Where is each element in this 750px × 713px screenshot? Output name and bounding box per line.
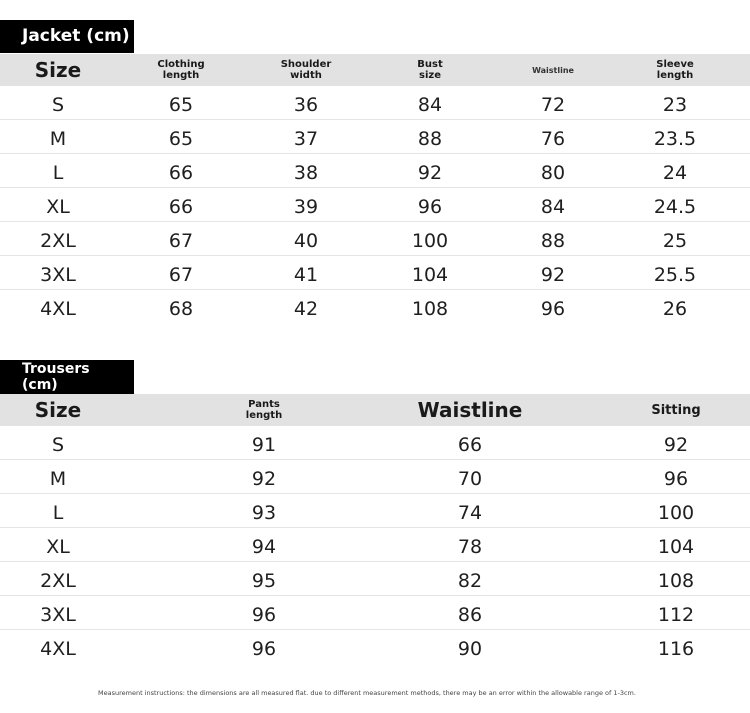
jacket-cell-clothing-length: 65 bbox=[168, 128, 194, 150]
trousers-cell-pants-length: 95 bbox=[251, 570, 277, 592]
trousers-cell-waistline: 90 bbox=[457, 638, 483, 660]
jacket-cell-size: M bbox=[49, 128, 67, 150]
trousers-header-waistline: Waistline bbox=[417, 398, 523, 422]
jacket-cell-waistline: 96 bbox=[540, 298, 566, 320]
jacket-cell-size: S bbox=[51, 94, 65, 116]
jacket-cell-waistline: 72 bbox=[540, 94, 566, 116]
jacket-cell-waistline: 84 bbox=[540, 196, 566, 218]
jacket-cell-bust-size: 88 bbox=[417, 128, 443, 150]
jacket-cell-sleeve-length: 26 bbox=[662, 298, 688, 320]
trousers-cell-size: XL bbox=[46, 536, 70, 558]
jacket-cell-clothing-length: 68 bbox=[168, 298, 194, 320]
jacket-cell-clothing-length: 67 bbox=[168, 264, 194, 286]
jacket-cell-shoulder-width: 41 bbox=[293, 264, 319, 286]
trousers-table-row bbox=[0, 596, 750, 630]
trousers-cell-sitting: 104 bbox=[657, 536, 695, 558]
trousers-section-title bbox=[0, 360, 134, 394]
jacket-cell-size: 2XL bbox=[40, 230, 76, 252]
trousers-header-pants-length: Pants length bbox=[245, 399, 283, 421]
jacket-cell-bust-size: 84 bbox=[417, 94, 443, 116]
trousers-cell-size: L bbox=[52, 502, 64, 524]
trousers-cell-waistline: 66 bbox=[457, 434, 483, 456]
trousers-size-table bbox=[0, 394, 750, 664]
trousers-cell-pants-length: 93 bbox=[251, 502, 277, 524]
trousers-cell-pants-length: 92 bbox=[251, 468, 277, 490]
trousers-cell-sitting: 112 bbox=[657, 604, 695, 626]
jacket-cell-clothing-length: 66 bbox=[168, 162, 194, 184]
jacket-header-size: Size bbox=[34, 58, 82, 82]
trousers-cell-waistline: 70 bbox=[457, 468, 483, 490]
jacket-table-body bbox=[0, 86, 750, 324]
jacket-cell-clothing-length: 67 bbox=[168, 230, 194, 252]
jacket-cell-waistline: 88 bbox=[540, 230, 566, 252]
jacket-table-row bbox=[0, 188, 750, 222]
trousers-cell-waistline: 78 bbox=[457, 536, 483, 558]
trousers-section-title-text: Trousers (cm) bbox=[22, 361, 90, 393]
trousers-cell-size: 4XL bbox=[40, 638, 76, 660]
trousers-cell-sitting: 92 bbox=[663, 434, 689, 456]
trousers-table-row bbox=[0, 494, 750, 528]
trousers-cell-sitting: 100 bbox=[657, 502, 695, 524]
trousers-cell-sitting: 108 bbox=[657, 570, 695, 592]
trousers-table-row bbox=[0, 630, 750, 664]
jacket-size-table bbox=[0, 54, 750, 324]
jacket-cell-bust-size: 108 bbox=[411, 298, 449, 320]
jacket-cell-sleeve-length: 23.5 bbox=[653, 128, 697, 150]
jacket-header-row bbox=[0, 54, 750, 86]
trousers-header-size: Size bbox=[34, 398, 82, 422]
trousers-header-sitting: Sitting bbox=[651, 402, 701, 418]
trousers-cell-waistline: 82 bbox=[457, 570, 483, 592]
jacket-table-row bbox=[0, 120, 750, 154]
trousers-cell-pants-length: 96 bbox=[251, 604, 277, 626]
jacket-cell-sleeve-length: 23 bbox=[662, 94, 688, 116]
jacket-cell-waistline: 80 bbox=[540, 162, 566, 184]
jacket-cell-size: L bbox=[52, 162, 64, 184]
trousers-header-row bbox=[0, 394, 750, 426]
jacket-cell-sleeve-length: 24.5 bbox=[653, 196, 697, 218]
jacket-header-sleeve-length: Sleeve length bbox=[656, 59, 694, 81]
jacket-table-row bbox=[0, 154, 750, 188]
trousers-cell-pants-length: 96 bbox=[251, 638, 277, 660]
jacket-cell-shoulder-width: 42 bbox=[293, 298, 319, 320]
jacket-table-row bbox=[0, 256, 750, 290]
trousers-cell-size: M bbox=[49, 468, 67, 490]
trousers-cell-waistline: 86 bbox=[457, 604, 483, 626]
trousers-table-row bbox=[0, 460, 750, 494]
jacket-cell-size: 4XL bbox=[40, 298, 76, 320]
jacket-cell-sleeve-length: 24 bbox=[662, 162, 688, 184]
measurement-note: Measurement instructions: the dimensions are all measured flat. due to different measurement methods, there may be an error within the allowable range of 1-3cm. bbox=[98, 689, 636, 697]
jacket-table-row bbox=[0, 222, 750, 256]
jacket-cell-sleeve-length: 25 bbox=[662, 230, 688, 252]
jacket-cell-shoulder-width: 40 bbox=[293, 230, 319, 252]
trousers-cell-pants-length: 94 bbox=[251, 536, 277, 558]
jacket-cell-waistline: 92 bbox=[540, 264, 566, 286]
trousers-table-body bbox=[0, 426, 750, 664]
jacket-header-clothing-length: Clothing length bbox=[157, 59, 205, 81]
jacket-header-waistline: Waistline bbox=[532, 65, 574, 75]
jacket-header-shoulder-width: Shoulder width bbox=[280, 59, 332, 81]
trousers-cell-size: S bbox=[51, 434, 65, 456]
jacket-cell-waistline: 76 bbox=[540, 128, 566, 150]
trousers-table-row bbox=[0, 426, 750, 460]
jacket-cell-bust-size: 96 bbox=[417, 196, 443, 218]
trousers-cell-pants-length: 91 bbox=[251, 434, 277, 456]
trousers-cell-size: 2XL bbox=[40, 570, 76, 592]
jacket-cell-clothing-length: 65 bbox=[168, 94, 194, 116]
jacket-cell-shoulder-width: 39 bbox=[293, 196, 319, 218]
jacket-section-title: Jacket (cm) bbox=[0, 20, 134, 53]
jacket-cell-shoulder-width: 37 bbox=[293, 128, 319, 150]
trousers-cell-sitting: 96 bbox=[663, 468, 689, 490]
jacket-cell-size: 3XL bbox=[40, 264, 76, 286]
jacket-cell-bust-size: 100 bbox=[411, 230, 449, 252]
jacket-cell-sleeve-length: 25.5 bbox=[653, 264, 697, 286]
trousers-table-row bbox=[0, 528, 750, 562]
jacket-table-row bbox=[0, 86, 750, 120]
jacket-cell-clothing-length: 66 bbox=[168, 196, 194, 218]
trousers-table-row bbox=[0, 562, 750, 596]
trousers-cell-sitting: 116 bbox=[657, 638, 695, 660]
jacket-cell-size: XL bbox=[46, 196, 70, 218]
jacket-header-bust-size: Bust size bbox=[417, 59, 443, 81]
jacket-cell-shoulder-width: 38 bbox=[293, 162, 319, 184]
jacket-cell-shoulder-width: 36 bbox=[293, 94, 319, 116]
jacket-cell-bust-size: 92 bbox=[417, 162, 443, 184]
trousers-cell-size: 3XL bbox=[40, 604, 76, 626]
jacket-table-row bbox=[0, 290, 750, 324]
jacket-cell-bust-size: 104 bbox=[411, 264, 449, 286]
trousers-cell-waistline: 74 bbox=[457, 502, 483, 524]
